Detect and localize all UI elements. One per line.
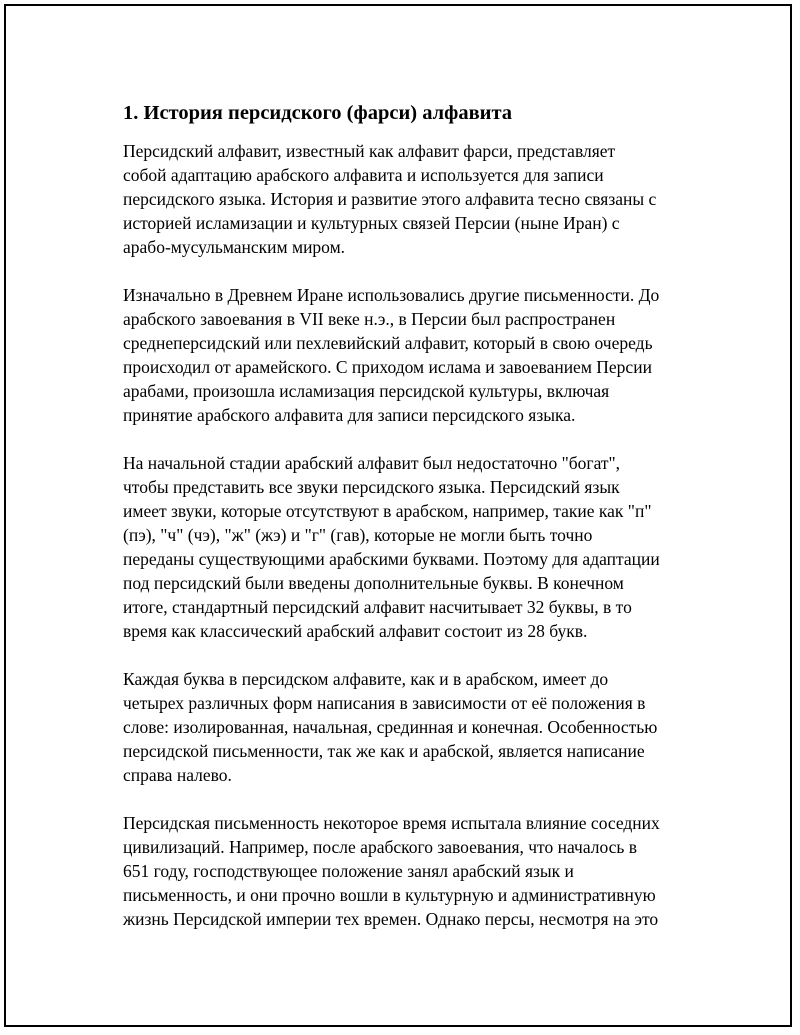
text-line: персидского языка. История и развитие этого алфавита тесно связаны с [123, 189, 657, 209]
text-line: историей исламизации и культурных связей Персии (ныне Иран) с [123, 213, 620, 233]
text-line: арабского завоевания в VII веке н.э., в Персии был распространен [123, 309, 616, 329]
paragraph-2 [123, 283, 697, 427]
text-line: арабо-мусульманским миром. [123, 237, 346, 257]
text-line: справа налево. [123, 765, 232, 785]
text-line: (пэ), "ч" (чэ), "ж" (жэ) и "г" (гав), которые не могли быть точно [123, 525, 593, 545]
text-line: 651 году, господствующее положение занял арабский язык и [123, 861, 574, 881]
text-line: время как классический арабский алфавит состоит из 28 букв. [123, 621, 588, 641]
text-line: среднеперсидский или пехлевийский алфавит, который в свою очередь [123, 333, 653, 353]
text-line: Каждая буква в персидском алфавите, как и в арабском, имеет до [123, 669, 609, 689]
text-line: цивилизаций. Например, после арабского завоевания, что началось в [123, 837, 638, 857]
text-line: четырех различных форм написания в зависимости от её положения в [123, 693, 646, 713]
paragraph-3 [123, 451, 697, 643]
text-line: имеет звуки, которые отсутствуют в арабском, например, такие как "п" [123, 501, 652, 521]
paragraph-1 [123, 139, 697, 259]
text-line: принятие арабского алфавита для записи персидского языка. [123, 405, 576, 425]
text-line: жизнь Персидской империи тех времен. Однако персы, несмотря на это [123, 909, 659, 929]
document-title: 1. История персидского (фарси) алфавита [123, 102, 513, 124]
document-body [123, 101, 697, 955]
text-line: под персидский были введены дополнительные буквы. В конечном [123, 573, 624, 593]
text-line: происходил от арамейского. С приходом ислама и завоеванием Персии [123, 357, 652, 377]
text-line: На начальной стадии арабский алфавит был недостаточно "богат", [123, 453, 621, 473]
text-line: персидской письменности, так же как и арабской, является написание [123, 741, 645, 761]
text-line: Персидская письменность некоторое время испытала влияние соседних [123, 813, 660, 833]
paragraph-4 [123, 667, 697, 787]
page-frame [4, 4, 792, 1027]
text-line: письменность, и они прочно вошли в культурную и административную [123, 885, 656, 905]
text-line: собой адаптацию арабского алфавита и используется для записи [123, 165, 604, 185]
text-line: слове: изолированная, начальная, срединная и конечная. Особенностью [123, 717, 658, 737]
paragraph-5 [123, 811, 697, 931]
text-line: чтобы представить все звуки персидского языка. Персидский язык [123, 477, 620, 497]
text-line: Персидский алфавит, известный как алфавит фарси, представляет [123, 141, 616, 161]
text-line: арабами, произошла исламизация персидской культуры, включая [123, 381, 610, 401]
text-line: итоге, стандартный персидский алфавит насчитывает 32 буквы, в то [123, 597, 632, 617]
text-line: переданы существующими арабскими буквами. Поэтому для адаптации [123, 549, 660, 569]
text-line: Изначально в Древнем Иране использовались другие письменности. До [123, 285, 660, 305]
